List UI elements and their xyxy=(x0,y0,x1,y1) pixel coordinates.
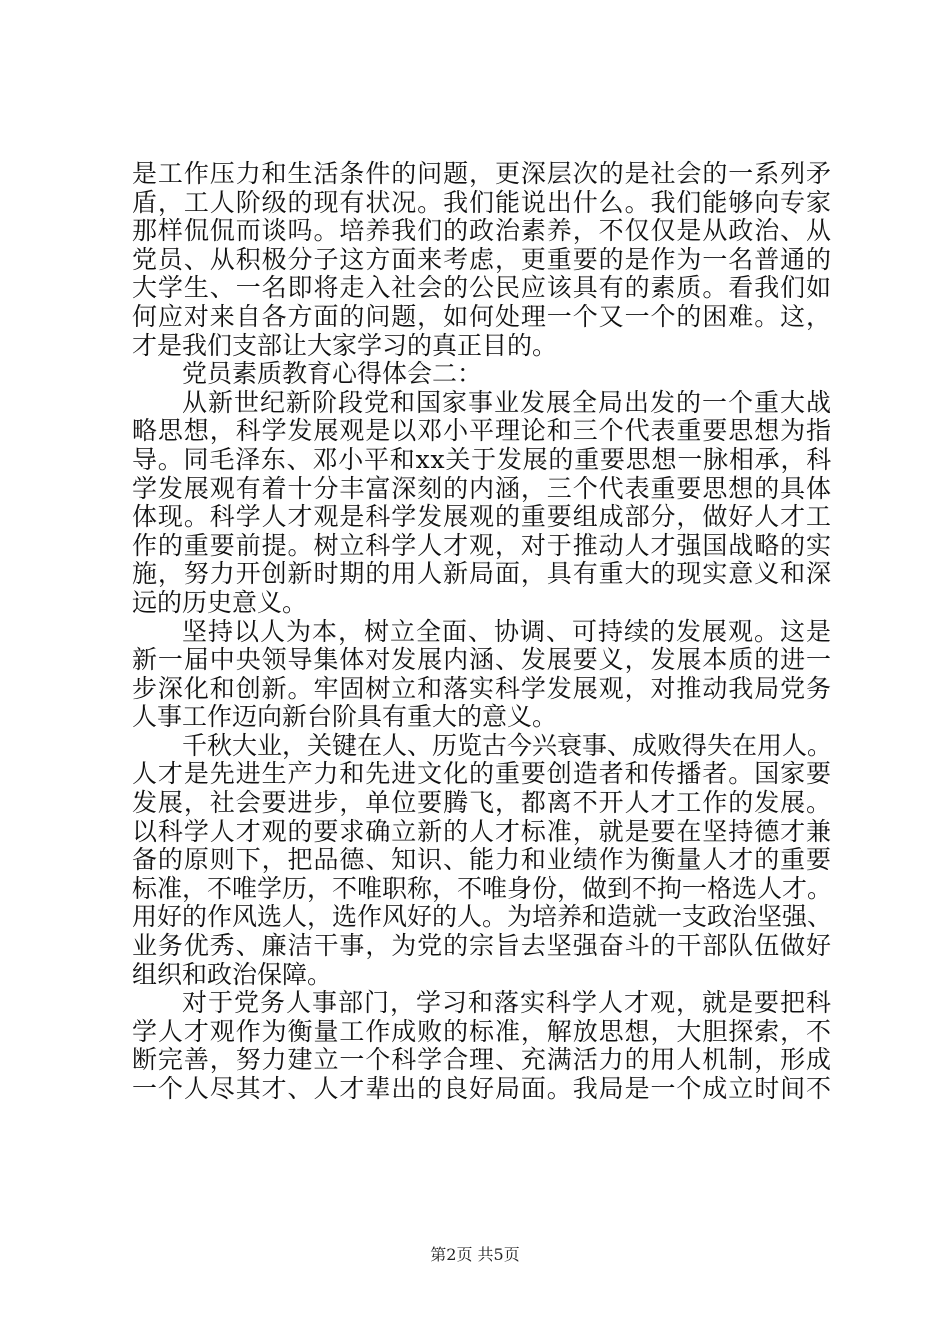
text-line: 远的历史意义。 xyxy=(132,587,308,617)
text-line: 用好的作风选人，选作风好的人。为培养和造就一支政治坚强、 xyxy=(132,902,832,932)
text-line: 发展，社会要进步，单位要腾飞，都离不开人才工作的发展。 xyxy=(132,788,832,818)
text-line: 大学生、一名即将走入社会的公民应该具有的素质。看我们如 xyxy=(132,273,832,303)
document-body xyxy=(132,160,832,1104)
page-number-footer: 第2页 共5页 xyxy=(430,1245,520,1264)
text-line: 人事工作迈向新台阶具有重大的意义。 xyxy=(132,702,558,732)
text-line: 坚持以人为本，树立全面、协调、可持续的发展观。这是 xyxy=(182,616,832,646)
text-line: 组织和政治保障。 xyxy=(132,959,333,989)
text-line: 施，努力开创新时期的用人新局面，具有重大的现实意义和深 xyxy=(132,559,832,589)
text-line: 步深化和创新。牢固树立和落实科学发展观，对推动我局党务 xyxy=(132,673,832,703)
text-line: 导。同毛泽东、邓小平和xx关于发展的重要思想一脉相承，科 xyxy=(132,444,832,474)
text-line: 体现。科学人才观是科学发展观的重要组成部分，做好人才工 xyxy=(132,502,832,532)
text-line: 那样侃侃而谈吗。培养我们的政治素养，不仅仅是从政治、从 xyxy=(132,216,832,246)
text-line: 备的原则下，把品德、知识、能力和业绩作为衡量人才的重要 xyxy=(132,845,832,875)
text-line: 人才是先进生产力和先进文化的重要创造者和传播者。国家要 xyxy=(132,759,832,789)
text-line: 学发展观有着十分丰富深刻的内涵，三个代表重要思想的具体 xyxy=(132,473,832,503)
text-line: 盾，工人阶级的现有状况。我们能说出什么。我们能够向专家 xyxy=(132,187,832,217)
text-line: 略思想，科学发展观是以邓小平理论和三个代表重要思想为指 xyxy=(132,416,832,446)
text-line: 标准，不唯学历，不唯职称，不唯身份，做到不拘一格选人才。 xyxy=(132,873,832,903)
text-line: 对于党务人事部门，学习和落实科学人才观，就是要把科 xyxy=(182,988,832,1018)
text-line: 业务优秀、廉洁干事，为党的宗旨去坚强奋斗的干部队伍做好 xyxy=(132,931,832,961)
text-line: 作的重要前提。树立科学人才观，对于推动人才强国战略的实 xyxy=(132,530,832,560)
text-line: 新一届中央领导集体对发展内涵、发展要义，发展本质的进一 xyxy=(132,645,832,675)
text-line: 断完善，努力建立一个科学合理、充满活力的用人机制，形成 xyxy=(132,1045,832,1075)
text-line: 党员、从积极分子这方面来考虑，更重要的是作为一名普通的 xyxy=(132,244,832,274)
text-line: 是工作压力和生活条件的问题，更深层次的是社会的一系列矛 xyxy=(132,159,832,188)
text-line: 何应对来自各方面的问题，如何处理一个又一个的困难。这， xyxy=(132,301,832,331)
text-line: 从新世纪新阶段党和国家事业发展全局出发的一个重大战 xyxy=(182,387,832,417)
text-line: 才是我们支部让大家学习的真正目的。 xyxy=(132,330,558,360)
text-line: 学人才观作为衡量工作成败的标准，解放思想，大胆探索，不 xyxy=(132,1016,832,1046)
text-line: 党员素质教育心得体会二： xyxy=(182,359,483,389)
text-line: 以科学人才观的要求确立新的人才标准，就是要在坚持德才兼 xyxy=(132,816,832,846)
text-line: 千秋大业，关键在人、历览古今兴衰事、成败得失在用人。 xyxy=(182,730,832,760)
text-line: 一个人尽其才、人才辈出的良好局面。我局是一个成立时间不 xyxy=(132,1074,832,1103)
